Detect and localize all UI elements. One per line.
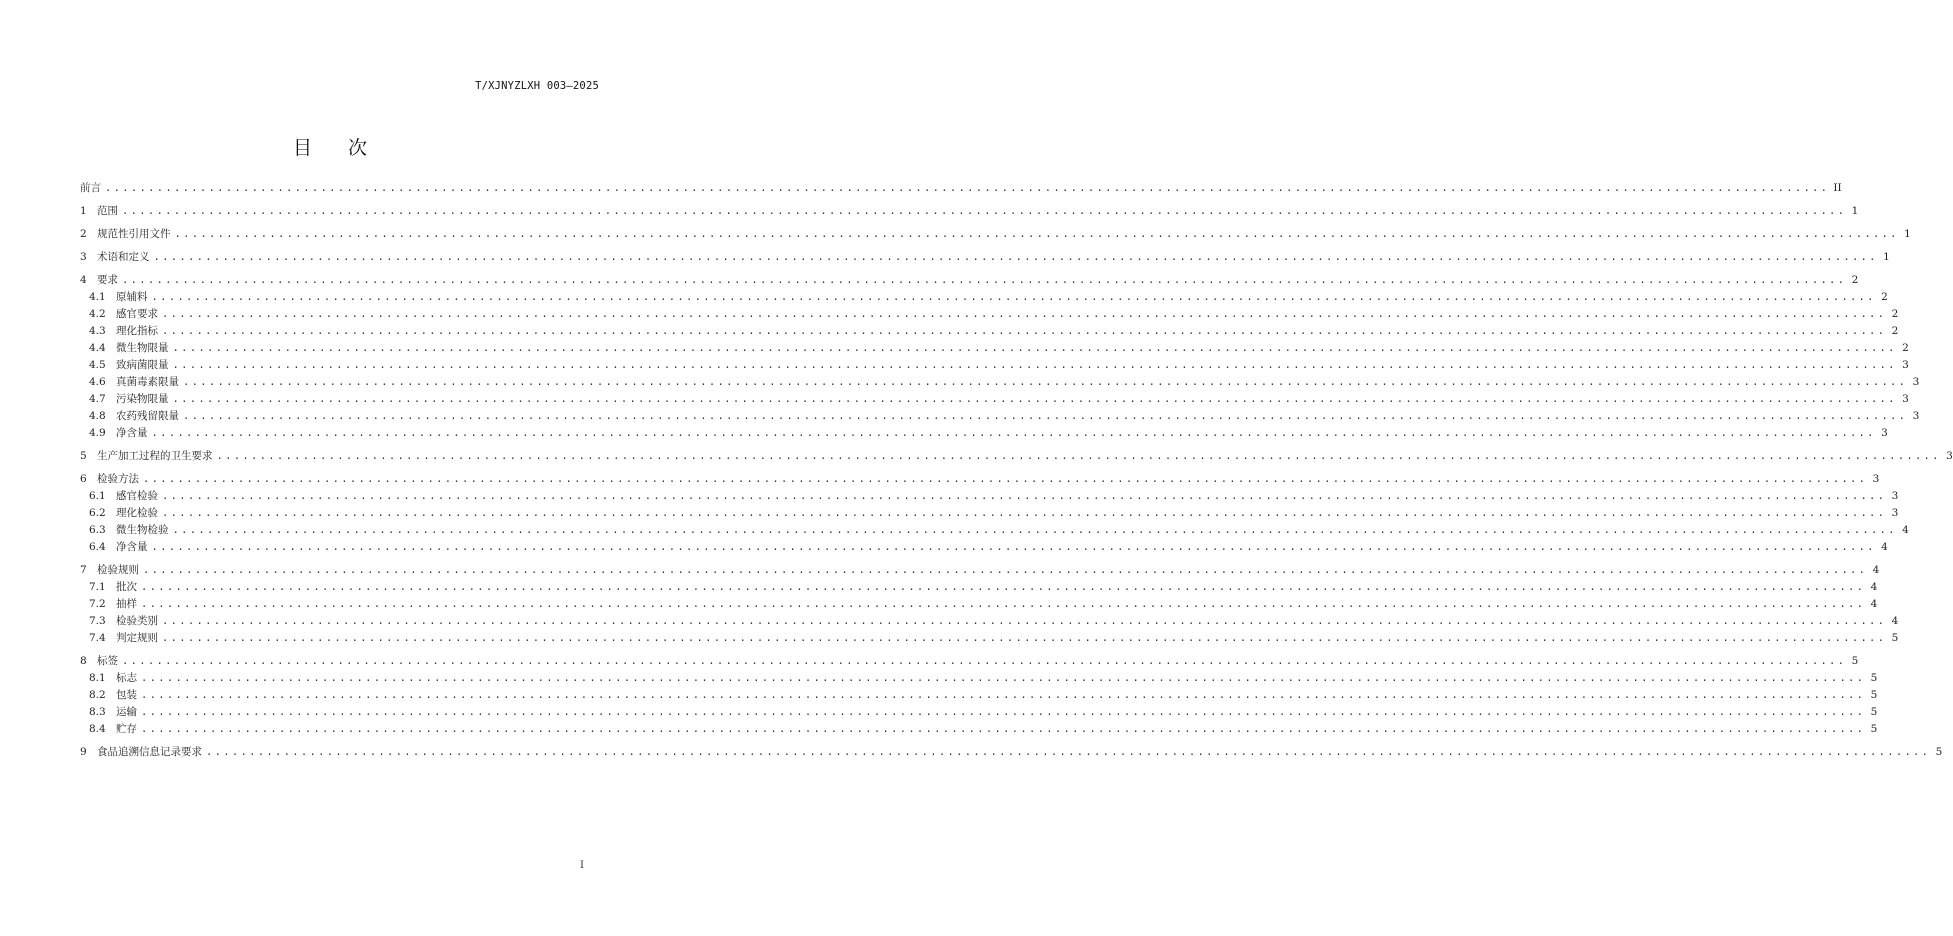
toc-entry-page: 2 <box>1891 308 1899 320</box>
page-number: I <box>580 860 584 871</box>
leader-dots: ........................................................................................................................................................................................................ <box>174 228 1899 240</box>
toc-entry-label: 净含量 <box>116 541 148 553</box>
leader-dots: ........................................................................................................................................................................................................ <box>143 564 1868 576</box>
toc-entry-number: 7.3 <box>89 615 106 627</box>
toc-entry-section-9[interactable] <box>80 744 1943 761</box>
toc-entry-section-4-7[interactable] <box>80 391 1909 408</box>
table-of-contents <box>80 180 1953 761</box>
toc-entry-section-6[interactable] <box>80 471 1880 488</box>
toc-entry-label: 范围 <box>97 205 118 217</box>
leader-dots: ........................................................................................................................................................................................................ <box>141 581 1866 593</box>
leader-dots: ........................................................................................................................................................................................................ <box>122 205 1847 217</box>
toc-entry-label: 生产加工过程的卫生要求 <box>97 450 213 462</box>
leader-dots: ........................................................................................................................................................................................................ <box>141 706 1866 718</box>
toc-entry-number: 7.1 <box>89 581 106 593</box>
toc-entry-number: 8.1 <box>89 672 106 684</box>
toc-entry-section-3[interactable] <box>80 249 1890 266</box>
leader-dots: ........................................................................................................................................................................................................ <box>141 723 1866 735</box>
leader-dots: ........................................................................................................................................................................................................ <box>172 342 1897 354</box>
toc-entry-number: 4.9 <box>89 427 106 439</box>
toc-entry-section-8-1[interactable] <box>80 670 1878 687</box>
toc-entry-number: 4.3 <box>89 325 106 337</box>
toc-entry-label: 贮存 <box>116 723 137 735</box>
page-title <box>0 133 662 160</box>
toc-entry-number: 4.8 <box>89 410 106 422</box>
toc-entry-page: 3 <box>1891 507 1899 519</box>
title-char-1: 目 <box>292 137 314 159</box>
toc-entry-label: 标志 <box>116 672 137 684</box>
toc-entry-label: 理化检验 <box>116 507 158 519</box>
toc-entry-section-4-9[interactable] <box>80 425 1888 442</box>
leader-dots: ........................................................................................................................................................................................................ <box>172 359 1897 371</box>
toc-entry-page: 2 <box>1881 291 1888 303</box>
toc-entry-label: 术语和定义 <box>97 251 150 263</box>
toc-entry-page: 5 <box>1870 723 1878 735</box>
title-char-2: 次 <box>348 137 370 159</box>
leader-dots: ........................................................................................................................................................................................................ <box>183 376 1908 388</box>
toc-entry-section-8[interactable] <box>80 653 1859 670</box>
toc-entry-label: 感官要求 <box>116 308 158 320</box>
toc-entry-number: 7.4 <box>89 632 106 644</box>
toc-entry-page: 4 <box>1870 581 1878 593</box>
toc-entry-label: 批次 <box>116 581 137 593</box>
toc-entry-label: 标签 <box>97 655 118 667</box>
toc-entry-page: 2 <box>1851 274 1859 286</box>
toc-entry-label: 微生物限量 <box>116 342 169 354</box>
toc-entry-section-1[interactable] <box>80 203 1859 220</box>
toc-entry-label: 真菌毒素限量 <box>116 376 179 388</box>
toc-entry-section-4-8[interactable] <box>80 408 1920 425</box>
toc-entry-page: 5 <box>1935 746 1943 758</box>
toc-entry-page: 3 <box>1902 359 1909 371</box>
toc-entry-number: 6.2 <box>89 507 106 519</box>
leader-dots: ........................................................................................................................................................................................................ <box>183 410 1908 422</box>
toc-entry-label: 判定规则 <box>116 632 158 644</box>
leader-dots: ........................................................................................................................................................................................................ <box>172 524 1897 536</box>
toc-entry-page: 1 <box>1904 228 1911 240</box>
toc-entry-section-7-2[interactable] <box>80 596 1878 613</box>
toc-entry-label: 致病菌限量 <box>116 359 169 371</box>
toc-entry-number: 1 <box>80 205 87 217</box>
toc-entry-page: 5 <box>1851 655 1859 667</box>
toc-entry-label: 运输 <box>116 706 137 718</box>
toc-entry-label: 包装 <box>116 689 137 701</box>
toc-entry-number: 4.5 <box>89 359 106 371</box>
toc-entry-number: 4.4 <box>89 342 106 354</box>
toc-entry-section-6-4[interactable] <box>80 539 1888 556</box>
toc-entry-label: 抽样 <box>116 598 137 610</box>
toc-entry-page: 4 <box>1872 564 1880 576</box>
toc-entry-number: 4.1 <box>89 291 106 303</box>
toc-entry-label: 农药残留限量 <box>116 410 179 422</box>
toc-entry-page: 1 <box>1883 251 1890 263</box>
toc-entry-page: 5 <box>1870 689 1878 701</box>
toc-entry-page: 4 <box>1891 615 1899 627</box>
toc-entry-section-4-5[interactable] <box>80 357 1909 374</box>
leader-dots: ........................................................................................................................................................................................................ <box>141 689 1866 701</box>
toc-entry-number: 4.6 <box>89 376 106 388</box>
toc-entry-section-7-4[interactable] <box>80 630 1899 647</box>
toc-entry-number: 4.7 <box>89 393 106 405</box>
toc-entry-label: 理化指标 <box>116 325 158 337</box>
toc-entry-page: 4 <box>1902 524 1909 536</box>
toc-entry-number: 5 <box>80 450 87 462</box>
leader-dots: ........................................................................................................................................................................................................ <box>143 473 1868 485</box>
toc-entry-number: 8 <box>80 655 87 667</box>
toc-entry-section-4-4[interactable] <box>80 340 1909 357</box>
toc-entry-section-7-1[interactable] <box>80 579 1878 596</box>
toc-entry-page: 5 <box>1870 706 1878 718</box>
toc-entry-page: 1 <box>1851 205 1859 217</box>
leader-dots: ........................................................................................................................................................................................................ <box>141 598 1866 610</box>
toc-entry-section-4-6[interactable] <box>80 374 1920 391</box>
leader-dots: ........................................................................................................................................................................................................ <box>151 291 1876 303</box>
toc-entry-label: 检验类别 <box>116 615 158 627</box>
leader-dots: ........................................................................................................................................................................................................ <box>105 182 1830 194</box>
toc-entry-label: 要求 <box>97 274 118 286</box>
toc-entry-page: 3 <box>1881 427 1888 439</box>
toc-entry-number: 7.2 <box>89 598 106 610</box>
toc-entry-number: 8.2 <box>89 689 106 701</box>
toc-entry-page: 5 <box>1891 632 1899 644</box>
toc-entry-label: 原辅料 <box>116 291 148 303</box>
toc-entry-label: 前言 <box>80 182 101 194</box>
toc-entry-number: 4 <box>80 274 87 286</box>
toc-entry-number: 8.3 <box>89 706 106 718</box>
toc-entry-section-8-3[interactable] <box>80 704 1878 721</box>
toc-entry-label: 感官检验 <box>116 490 158 502</box>
toc-entry-section-8-4[interactable] <box>80 721 1878 738</box>
toc-entry-section-4-2[interactable] <box>80 306 1899 323</box>
toc-entry-label: 污染物限量 <box>116 393 169 405</box>
toc-entry-section-5[interactable] <box>80 448 1953 465</box>
toc-entry-section-6-1[interactable] <box>80 488 1899 505</box>
toc-entry-label: 规范性引用文件 <box>97 228 171 240</box>
toc-entry-page: 5 <box>1870 672 1878 684</box>
leader-dots: ........................................................................................................................................................................................................ <box>162 325 1887 337</box>
leader-dots: ........................................................................................................................................................................................................ <box>141 672 1866 684</box>
leader-dots: ........................................................................................................................................................................................................ <box>206 746 1931 758</box>
toc-entry-page: 3 <box>1872 473 1880 485</box>
toc-entry-page: 3 <box>1902 393 1909 405</box>
toc-entry-page: 3 <box>1912 376 1920 388</box>
toc-entry-section-8-2[interactable] <box>80 687 1878 704</box>
toc-entry-section-6-3[interactable] <box>80 522 1909 539</box>
toc-entry-section-4[interactable] <box>80 272 1859 289</box>
leader-dots: ........................................................................................................................................................................................................ <box>162 615 1887 627</box>
toc-entry-number: 4.2 <box>89 308 106 320</box>
toc-entry-label: 微生物检验 <box>116 524 169 536</box>
toc-entry-number: 6.4 <box>89 541 106 553</box>
toc-entry-number: 6 <box>80 473 87 485</box>
toc-entry-number: 3 <box>80 251 87 263</box>
toc-entry-page: 2 <box>1891 325 1899 337</box>
toc-entry-section-7[interactable] <box>80 562 1880 579</box>
toc-entry-label: 食品追溯信息记录要求 <box>97 746 202 758</box>
leader-dots: ........................................................................................................................................................................................................ <box>153 251 1878 263</box>
leader-dots: ........................................................................................................................................................................................................ <box>162 490 1887 502</box>
toc-entry-section-6-2[interactable] <box>80 505 1899 522</box>
toc-entry-section-7-3[interactable] <box>80 613 1899 630</box>
toc-entry-section-2[interactable] <box>80 226 1911 243</box>
document-code: T/XJNYZLXH 003—2025 <box>475 80 599 92</box>
toc-entry-number: 8.4 <box>89 723 106 735</box>
toc-entry-number: 9 <box>80 746 87 758</box>
toc-entry-page: 3 <box>1912 410 1920 422</box>
toc-entry-page: 3 <box>1891 490 1899 502</box>
toc-entry-page: 3 <box>1946 450 1953 462</box>
toc-entry-page: II <box>1833 182 1842 194</box>
toc-entry-page: 2 <box>1902 342 1909 354</box>
leader-dots: ........................................................................................................................................................................................................ <box>122 655 1847 667</box>
leader-dots: ........................................................................................................................................................................................................ <box>162 308 1887 320</box>
leader-dots: ........................................................................................................................................................................................................ <box>151 427 1876 439</box>
toc-entry-section-4-1[interactable] <box>80 289 1888 306</box>
toc-entry-preface[interactable] <box>80 180 1842 197</box>
toc-entry-number: 6.1 <box>89 490 106 502</box>
leader-dots: ........................................................................................................................................................................................................ <box>172 393 1897 405</box>
leader-dots: ........................................................................................................................................................................................................ <box>151 541 1876 553</box>
toc-entry-label: 净含量 <box>116 427 148 439</box>
toc-entry-label: 检验规则 <box>97 564 139 576</box>
toc-entry-section-4-3[interactable] <box>80 323 1899 340</box>
toc-entry-number: 7 <box>80 564 87 576</box>
leader-dots: ........................................................................................................................................................................................................ <box>122 274 1847 286</box>
toc-entry-number: 6.3 <box>89 524 106 536</box>
leader-dots: ........................................................................................................................................................................................................ <box>216 450 1941 462</box>
toc-entry-label: 检验方法 <box>97 473 139 485</box>
leader-dots: ........................................................................................................................................................................................................ <box>162 507 1887 519</box>
leader-dots: ........................................................................................................................................................................................................ <box>162 632 1887 644</box>
toc-entry-number: 2 <box>80 228 87 240</box>
toc-entry-page: 4 <box>1881 541 1888 553</box>
toc-entry-page: 4 <box>1870 598 1878 610</box>
